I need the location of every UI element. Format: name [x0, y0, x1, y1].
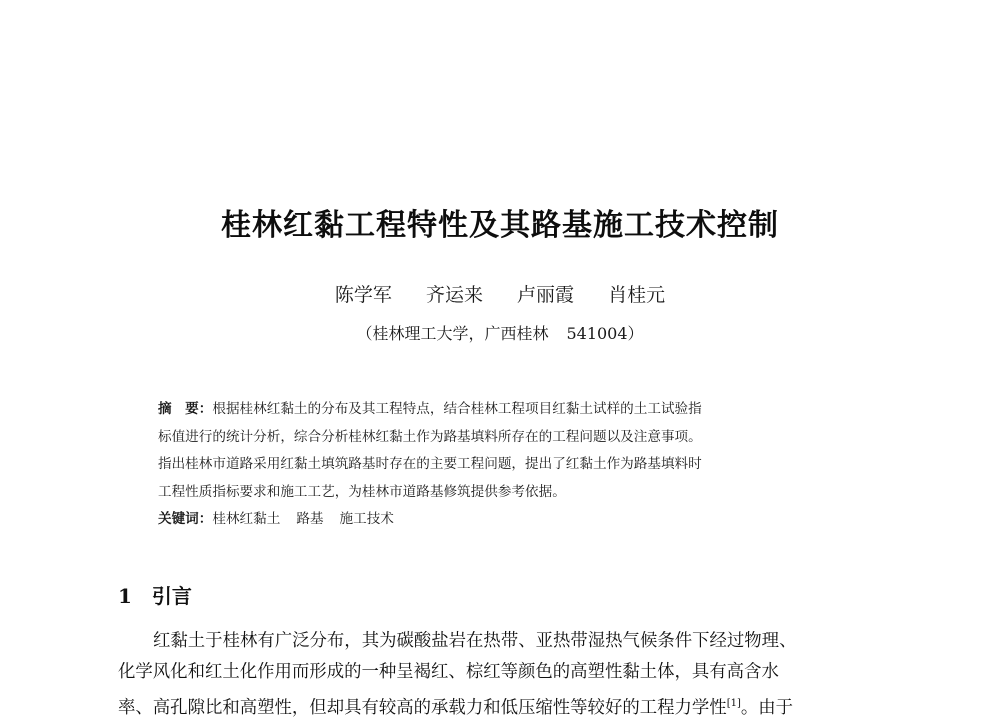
section-number: 1: [118, 584, 132, 608]
body-line: 化学风化和红土化作用而形成的一种呈褐红、棕红等颜色的高塑性黏土体，具有高含水: [118, 662, 779, 682]
abstract-label: 摘 要：: [158, 401, 213, 417]
keyword: 施工技术: [339, 511, 394, 527]
abstract-line: 指出桂林市道路采用红黏土填筑路基时存在的主要工程问题，提出了红黏土作为路基填料时: [158, 456, 702, 472]
author-name: 卢丽霞: [517, 284, 575, 306]
paper-title: 桂林红黏工程特性及其路基施工技术控制: [221, 208, 779, 243]
body-text-segment: 。由于: [740, 697, 794, 718]
keyword: 路基: [296, 511, 324, 527]
author-name: 齐运来: [425, 284, 483, 306]
abstract-line: [158, 396, 858, 424]
keywords-label: 关键词：: [158, 511, 213, 527]
abstract-line: 标值进行的统计分析，综合分析桂林红黏土作为路基填料所存在的工程问题以及注意事项。: [158, 428, 702, 445]
author-list: [0, 280, 1000, 307]
section-heading: [118, 580, 192, 609]
body-line: 红黏土于桂林有广泛分布，其为碳酸盐岩在热带、亚热带湿热气候条件下经过物理、: [153, 631, 797, 651]
postal-code: 541004）: [566, 324, 644, 343]
citation-reference: [1]: [726, 698, 741, 709]
abstract: [158, 396, 858, 534]
author-name: 陈学军: [334, 284, 392, 306]
keyword: 桂林红黏土: [212, 511, 281, 527]
abstract-text: 根据桂林红黏土的分布及其工程特点，结合桂林工程项目红黏土试样的土工试验指: [212, 401, 702, 417]
body-line: [118, 688, 888, 724]
body-paragraph: [118, 626, 888, 724]
body-text-segment: 率、高孔隙比和高塑性，但却具有较高的承载力和低压缩性等较好的工程力学性: [118, 697, 727, 718]
abstract-line: 工程性质指标要求和施工工艺，为桂林市道路基修筑提供参考依据。: [158, 483, 566, 500]
affiliation: [0, 321, 1000, 344]
keywords: [158, 506, 858, 534]
affiliation-text: （桂林理工大学，广西桂林: [356, 324, 549, 343]
author-name: 肖桂元: [608, 284, 666, 306]
section-title: 引言: [151, 584, 192, 608]
